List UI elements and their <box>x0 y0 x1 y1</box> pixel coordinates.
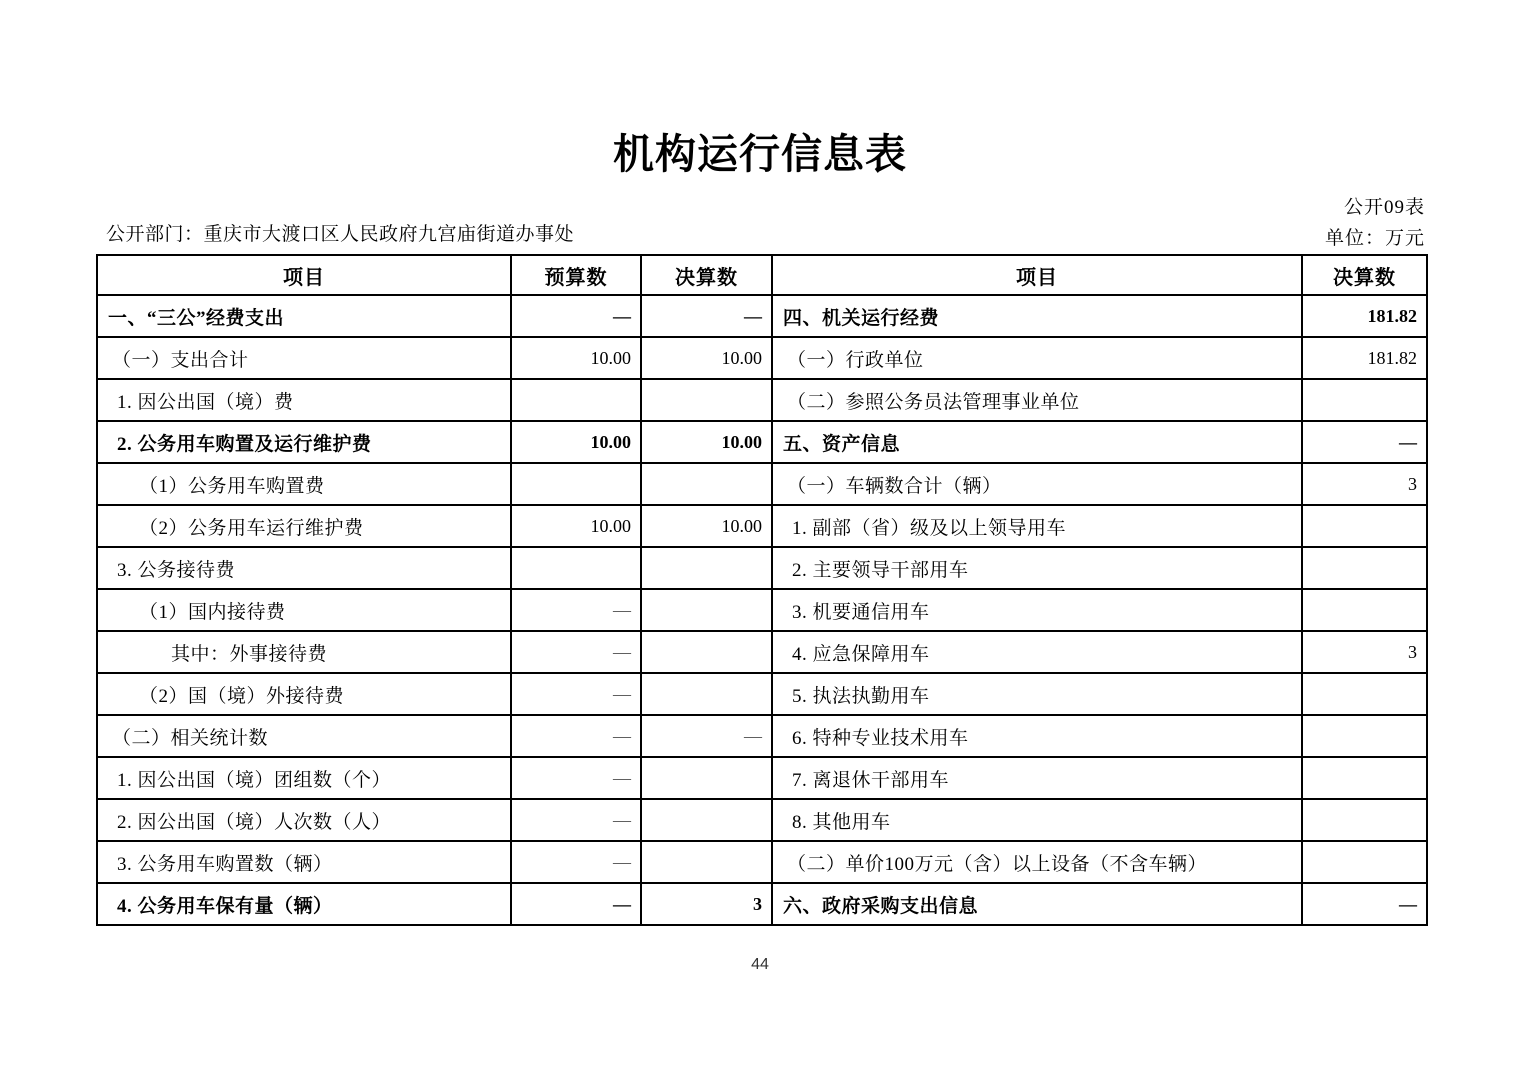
unit-label: 单位：万元 <box>1324 228 1425 249</box>
right-item-cell: 6. 特种专业技术用车 <box>772 715 1302 757</box>
dash-placeholder: — <box>1399 431 1417 452</box>
dash-placeholder: — <box>613 641 631 662</box>
left-budget-cell <box>511 757 641 799</box>
left-item-cell: 一、“三公”经费支出 <box>97 295 511 337</box>
table-row <box>97 379 1427 421</box>
right-final-cell <box>1302 757 1427 799</box>
right-item-cell: （一）行政单位 <box>772 337 1302 379</box>
table-row <box>97 757 1427 799</box>
left-item-cell: 3. 公务用车购置数（辆） <box>97 841 511 883</box>
header-final-right: 决算数 <box>1302 255 1427 295</box>
left-item-cell: 4. 公务用车保有量（辆） <box>97 883 511 925</box>
left-budget-cell <box>511 799 641 841</box>
right-final-cell: 3 <box>1302 631 1427 673</box>
right-final-cell: 181.82 <box>1302 295 1427 337</box>
left-budget-cell: 10.00 <box>511 337 641 379</box>
left-budget-cell <box>511 589 641 631</box>
dash-placeholder: — <box>613 683 631 704</box>
right-item-cell: （二）单价100万元（含）以上设备（不含车辆） <box>772 841 1302 883</box>
left-final-cell <box>641 715 772 757</box>
left-final-cell <box>641 841 772 883</box>
header-item-right: 项目 <box>772 255 1302 295</box>
left-final-cell <box>641 673 772 715</box>
dash-placeholder: — <box>613 305 631 326</box>
right-item-cell: 1. 副部（省）级及以上领导用车 <box>772 505 1302 547</box>
budget-table <box>96 254 1428 926</box>
dash-placeholder: — <box>744 305 762 326</box>
right-final-cell <box>1302 883 1427 925</box>
table-row <box>97 883 1427 925</box>
right-item-cell: （二）参照公务员法管理事业单位 <box>772 379 1302 421</box>
table-header-row <box>97 255 1427 295</box>
dash-placeholder: — <box>1399 893 1417 914</box>
table-row <box>97 799 1427 841</box>
right-final-cell <box>1302 841 1427 883</box>
left-item-cell: （1）国内接待费 <box>97 589 511 631</box>
right-final-cell <box>1302 505 1427 547</box>
table-row <box>97 589 1427 631</box>
right-final-cell <box>1302 421 1427 463</box>
table-row <box>97 841 1427 883</box>
dash-placeholder: — <box>613 893 631 914</box>
right-final-cell: 3 <box>1302 463 1427 505</box>
right-item-cell: 3. 机要通信用车 <box>772 589 1302 631</box>
left-item-cell: 1. 因公出国（境）费 <box>97 379 511 421</box>
left-final-cell <box>641 799 772 841</box>
right-item-cell: 5. 执法执勤用车 <box>772 673 1302 715</box>
left-item-cell: 3. 公务接待费 <box>97 547 511 589</box>
left-final-cell <box>641 295 772 337</box>
table-row <box>97 547 1427 589</box>
right-item-cell: 8. 其他用车 <box>772 799 1302 841</box>
page-title: 机构运行信息表 <box>613 131 907 177</box>
left-item-cell: 2. 因公出国（境）人次数（人） <box>97 799 511 841</box>
right-item-cell: 7. 离退休干部用车 <box>772 757 1302 799</box>
right-final-cell <box>1302 799 1427 841</box>
dash-placeholder: — <box>613 851 631 872</box>
dash-placeholder: — <box>744 725 762 746</box>
right-item-cell: 四、机关运行经费 <box>772 295 1302 337</box>
left-final-cell <box>641 631 772 673</box>
right-final-cell <box>1302 589 1427 631</box>
page-number: 44 <box>751 956 769 973</box>
table-row <box>97 337 1427 379</box>
right-final-cell <box>1302 673 1427 715</box>
header-final-left: 决算数 <box>641 255 772 295</box>
left-item-cell: 其中：外事接待费 <box>97 631 511 673</box>
left-final-cell <box>641 463 772 505</box>
left-budget-cell: 10.00 <box>511 505 641 547</box>
table-row <box>97 715 1427 757</box>
left-budget-cell <box>511 463 641 505</box>
table-row <box>97 673 1427 715</box>
left-item-cell: （二）相关统计数 <box>97 715 511 757</box>
department-label: 公开部门：重庆市大渡口区人民政府九宫庙街道办事处 <box>106 224 575 245</box>
left-budget-cell <box>511 841 641 883</box>
left-budget-cell <box>511 631 641 673</box>
left-budget-cell <box>511 295 641 337</box>
right-final-cell <box>1302 547 1427 589</box>
table-row <box>97 295 1427 337</box>
table-code-label: 公开09表 <box>1343 197 1425 218</box>
left-item-cell: （2）国（境）外接待费 <box>97 673 511 715</box>
right-item-cell: 六、政府采购支出信息 <box>772 883 1302 925</box>
right-item-cell: （一）车辆数合计（辆） <box>772 463 1302 505</box>
right-item-cell: 2. 主要领导干部用车 <box>772 547 1302 589</box>
table-row <box>97 631 1427 673</box>
left-item-cell: 2. 公务用车购置及运行维护费 <box>97 421 511 463</box>
dash-placeholder: — <box>613 725 631 746</box>
left-budget-cell: 10.00 <box>511 421 641 463</box>
left-final-cell: 3 <box>641 883 772 925</box>
right-item-cell: 五、资产信息 <box>772 421 1302 463</box>
header-budget: 预算数 <box>511 255 641 295</box>
left-final-cell <box>641 547 772 589</box>
table-body <box>97 295 1427 925</box>
table-row <box>97 505 1427 547</box>
right-item-cell: 4. 应急保障用车 <box>772 631 1302 673</box>
dash-placeholder: — <box>613 767 631 788</box>
left-budget-cell <box>511 379 641 421</box>
dash-placeholder: — <box>613 809 631 830</box>
left-item-cell: 1. 因公出国（境）团组数（个） <box>97 757 511 799</box>
left-final-cell: 10.00 <box>641 421 772 463</box>
left-final-cell: 10.00 <box>641 337 772 379</box>
table-row <box>97 463 1427 505</box>
left-final-cell: 10.00 <box>641 505 772 547</box>
left-budget-cell <box>511 547 641 589</box>
right-final-cell: 181.82 <box>1302 337 1427 379</box>
left-budget-cell <box>511 883 641 925</box>
right-final-cell <box>1302 715 1427 757</box>
left-item-cell: （1）公务用车购置费 <box>97 463 511 505</box>
dash-placeholder: — <box>613 599 631 620</box>
right-final-cell <box>1302 379 1427 421</box>
header-item-left: 项目 <box>97 255 511 295</box>
left-final-cell <box>641 757 772 799</box>
left-final-cell <box>641 379 772 421</box>
left-item-cell: （2）公务用车运行维护费 <box>97 505 511 547</box>
left-item-cell: （一）支出合计 <box>97 337 511 379</box>
left-budget-cell <box>511 715 641 757</box>
table-row <box>97 421 1427 463</box>
left-budget-cell <box>511 673 641 715</box>
left-final-cell <box>641 589 772 631</box>
